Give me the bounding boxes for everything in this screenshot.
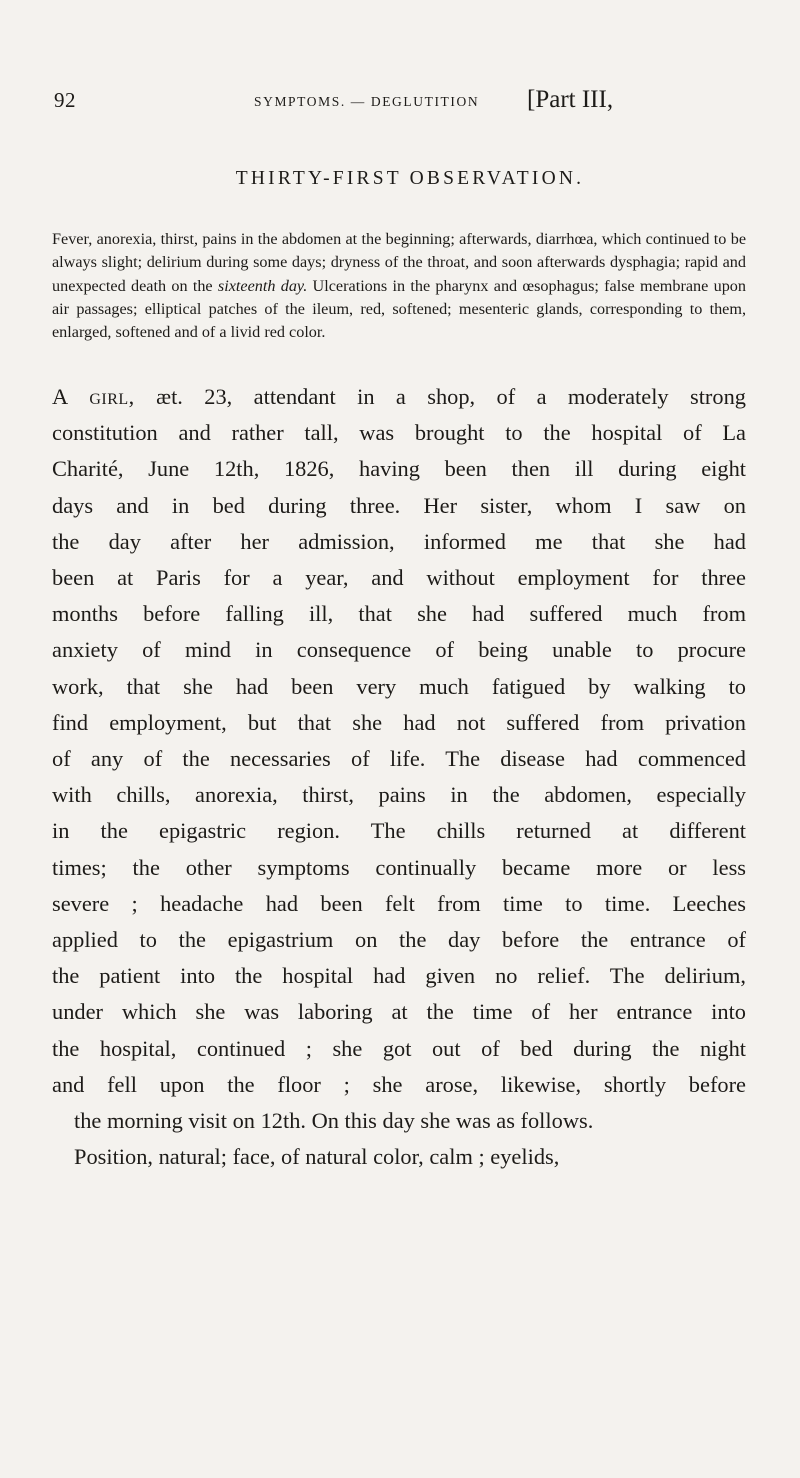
narrative-line: constitution and rather tall, was brought to the hospital of La	[52, 420, 746, 446]
narrative-line: work, that she had been very much fatigued by walking to	[52, 673, 746, 699]
narrative-line: find employment, but that she had not suffered from privation	[52, 709, 746, 735]
observation-summary	[52, 228, 746, 344]
summary-emphasis: sixteenth day.	[217, 276, 308, 295]
narrative-line: severe ; headache had been felt from time to time. Leeches	[52, 890, 746, 916]
summary-text-after: Ulcerations in the pharynx and œsophagus; false membrane upon air passages; elliptical patches of the ileum, red, softened; mesenteric glands, corresponding to them, enlarged, softened and of a livid red color.	[52, 276, 746, 342]
page-number: 92	[54, 88, 76, 112]
narrative-line: Charité, June 12th, 1826, having been then ill during eight	[52, 456, 746, 482]
narrative-line: A girl, æt. 23, attendant in a shop, of a moderately strong	[52, 384, 746, 409]
narrative-line: in the epigastric region. The chills returned at different	[52, 818, 746, 844]
narrative-line: been at Paris for a year, and without employment for three	[52, 565, 746, 591]
narrative-line: the day after her admission, informed me that she had	[52, 528, 746, 554]
narrative-line: times; the other symptoms continually became more or less	[52, 854, 746, 880]
running-head	[54, 86, 694, 122]
narrative-line: Position, natural; face, of natural color, calm ; eyelids,	[74, 1144, 560, 1170]
narrative-line: under which she was laboring at the time of her entrance into	[52, 999, 746, 1025]
narrative-line: anxiety of mind in consequence of being unable to procure	[52, 637, 746, 663]
narrative-line: and fell upon the floor ; she arose, likewise, shortly before	[52, 1071, 746, 1097]
narrative-lead: A girl,	[52, 384, 135, 409]
narrative-line: applied to the epigastrium on the day before the entrance of	[52, 927, 746, 953]
part-label: [Part III,	[527, 86, 614, 113]
narrative-line: of any of the necessaries of life. The disease had commenced	[52, 746, 746, 772]
summary-paragraph	[52, 228, 746, 344]
narrative-line: the morning visit on 12th. On this day she was as follows.	[74, 1108, 594, 1134]
narrative-line: days and in bed during three. Her sister, whom I saw on	[52, 492, 746, 518]
narrative-line: the patient into the hospital had given no relief. The delirium,	[52, 963, 746, 989]
case-narrative	[52, 379, 746, 1175]
summary-text-before: Fever, anorexia, thirst, pains in the abdomen at the beginning; afterwards, diarrhœa, which continued to be always slight; delirium during some days; dryness of the throat, and soon afterwards dysphagia; rapid and unexpected death on the	[52, 230, 746, 295]
observation-heading: THIRTY-FIRST OBSERVATION.	[235, 168, 585, 189]
narrative-line: months before falling ill, that she had suffered much from	[52, 601, 746, 627]
narrative-line: with chills, anorexia, thirst, pains in the abdomen, especially	[52, 782, 746, 808]
narrative-line: the hospital, continued ; she got out of bed during the night	[52, 1035, 746, 1061]
section-title: SYMPTOMS. — DEGLUTITION	[254, 94, 480, 109]
